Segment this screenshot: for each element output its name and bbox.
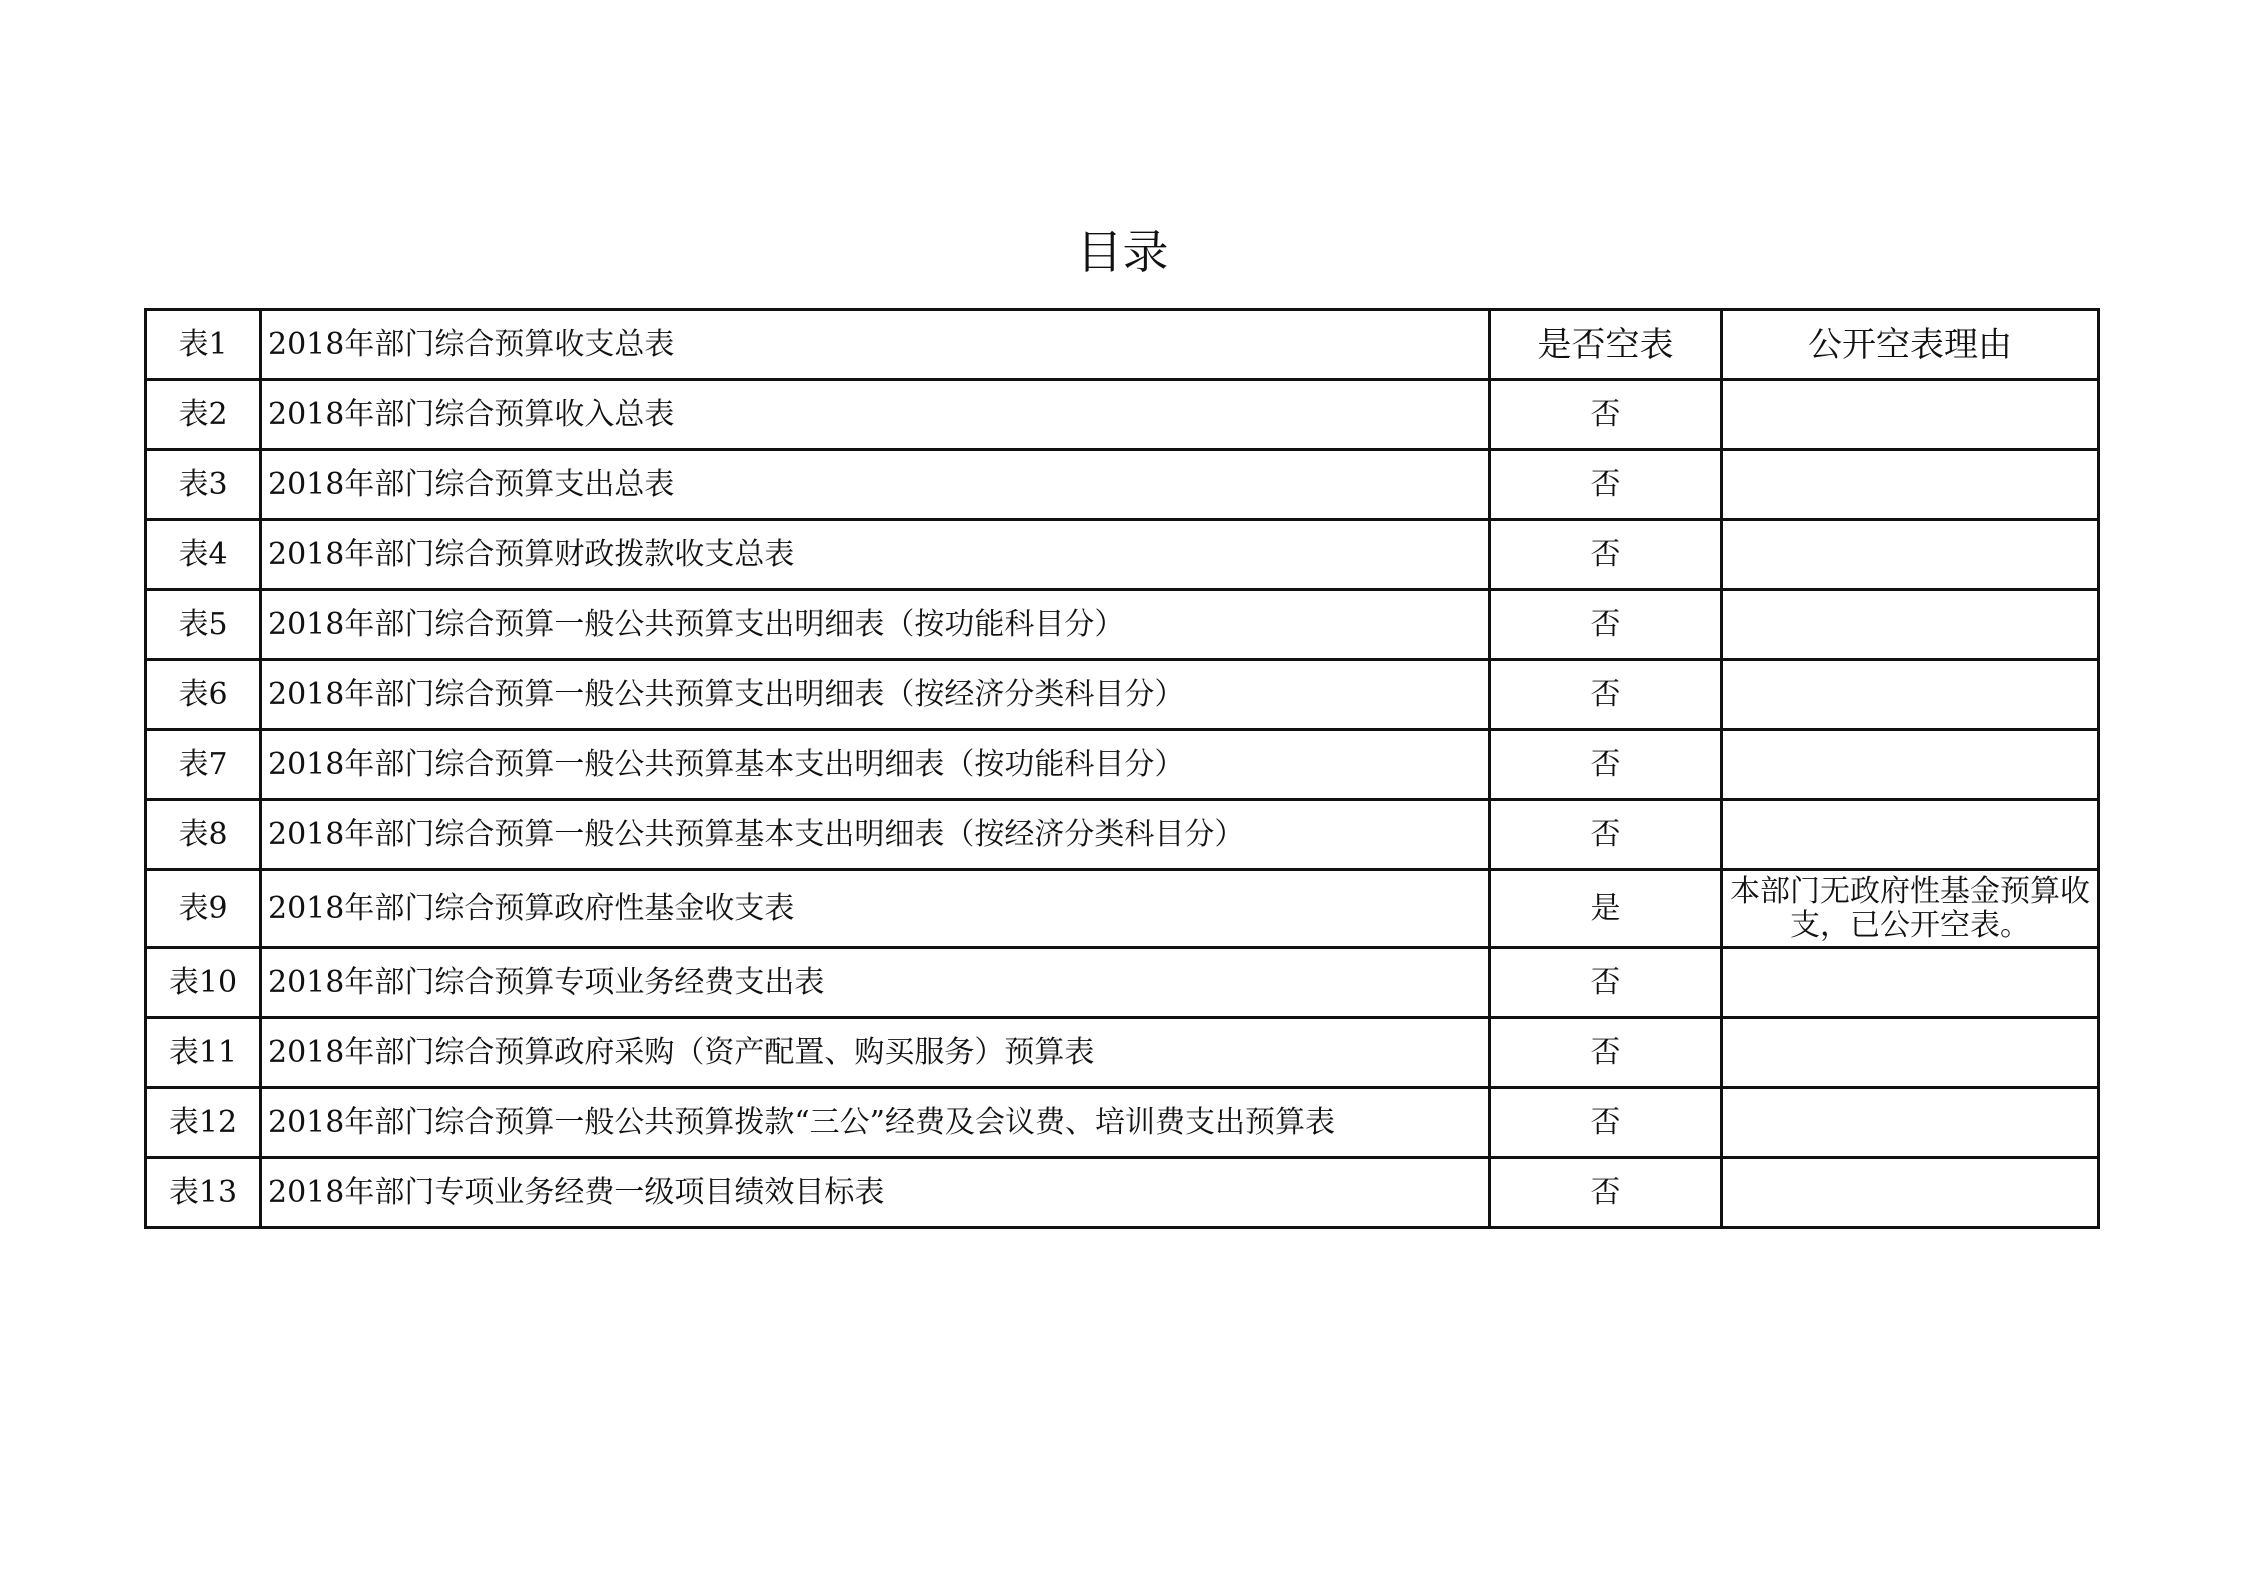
table-number: 表10 xyxy=(146,948,261,1018)
empty-reason xyxy=(1722,380,2099,450)
table-row xyxy=(146,948,2099,1018)
table-name: 2018年部门综合预算政府性基金收支表 xyxy=(261,870,1490,948)
table-row xyxy=(146,380,2099,450)
empty-reason-header: 公开空表理由 xyxy=(1722,310,2099,380)
empty-reason xyxy=(1722,948,2099,1018)
table-name: 2018年部门综合预算一般公共预算拨款“三公”经费及会议费、培训费支出预算表 xyxy=(261,1088,1490,1158)
table-number: 表6 xyxy=(146,660,261,730)
table-number: 表3 xyxy=(146,450,261,520)
empty-reason xyxy=(1722,1088,2099,1158)
table-name: 2018年部门综合预算财政拨款收支总表 xyxy=(261,520,1490,590)
table-number: 表1 xyxy=(146,310,261,380)
catalog-table xyxy=(144,308,2100,1229)
empty-flag: 否 xyxy=(1490,590,1722,660)
empty-flag: 否 xyxy=(1490,1018,1722,1088)
table-name: 2018年部门综合预算支出总表 xyxy=(261,450,1490,520)
table-name: 2018年部门综合预算一般公共预算基本支出明细表（按功能科目分） xyxy=(261,730,1490,800)
table-number: 表5 xyxy=(146,590,261,660)
table-name: 2018年部门综合预算一般公共预算支出明细表（按经济分类科目分） xyxy=(261,660,1490,730)
empty-reason xyxy=(1722,450,2099,520)
empty-flag: 否 xyxy=(1490,1158,1722,1228)
table-row xyxy=(146,1018,2099,1088)
empty-flag: 否 xyxy=(1490,1088,1722,1158)
empty-flag: 否 xyxy=(1490,730,1722,800)
empty-reason: 本部门无政府性基金预算收支，已公开空表。 xyxy=(1722,870,2099,948)
table-number: 表11 xyxy=(146,1018,261,1088)
table-number: 表12 xyxy=(146,1088,261,1158)
table-name: 2018年部门综合预算收支总表 xyxy=(261,310,1490,380)
empty-flag: 否 xyxy=(1490,948,1722,1018)
table-row xyxy=(146,450,2099,520)
table-number: 表9 xyxy=(146,870,261,948)
table-row xyxy=(146,590,2099,660)
table-name: 2018年部门综合预算政府采购（资产配置、购买服务）预算表 xyxy=(261,1018,1490,1088)
empty-reason xyxy=(1722,1158,2099,1228)
empty-reason xyxy=(1722,800,2099,870)
page-title: 目录 xyxy=(1076,225,1169,279)
table-name: 2018年部门专项业务经费一级项目绩效目标表 xyxy=(261,1158,1490,1228)
empty-flag: 否 xyxy=(1490,380,1722,450)
table-number: 表2 xyxy=(146,380,261,450)
empty-flag: 否 xyxy=(1490,520,1722,590)
empty-flag: 否 xyxy=(1490,660,1722,730)
table-name: 2018年部门综合预算一般公共预算基本支出明细表（按经济分类科目分） xyxy=(261,800,1490,870)
table-name: 2018年部门综合预算收入总表 xyxy=(261,380,1490,450)
table-name: 2018年部门综合预算专项业务经费支出表 xyxy=(261,948,1490,1018)
empty-reason xyxy=(1722,660,2099,730)
empty-reason xyxy=(1722,520,2099,590)
table-number: 表13 xyxy=(146,1158,261,1228)
empty-flag: 否 xyxy=(1490,800,1722,870)
table-row xyxy=(146,660,2099,730)
table-number: 表7 xyxy=(146,730,261,800)
table-row xyxy=(146,800,2099,870)
table-row xyxy=(146,870,2099,948)
table-row xyxy=(146,520,2099,590)
empty-reason xyxy=(1722,1018,2099,1088)
empty-flag: 是 xyxy=(1490,870,1722,948)
empty-flag: 否 xyxy=(1490,450,1722,520)
empty-reason xyxy=(1722,590,2099,660)
table-name: 2018年部门综合预算一般公共预算支出明细表（按功能科目分） xyxy=(261,590,1490,660)
table-row xyxy=(146,730,2099,800)
empty-flag-header: 是否空表 xyxy=(1490,310,1722,380)
table-row xyxy=(146,310,2099,380)
table-number: 表4 xyxy=(146,520,261,590)
empty-reason xyxy=(1722,730,2099,800)
table-row xyxy=(146,1158,2099,1228)
table-number: 表8 xyxy=(146,800,261,870)
table-row xyxy=(146,1088,2099,1158)
